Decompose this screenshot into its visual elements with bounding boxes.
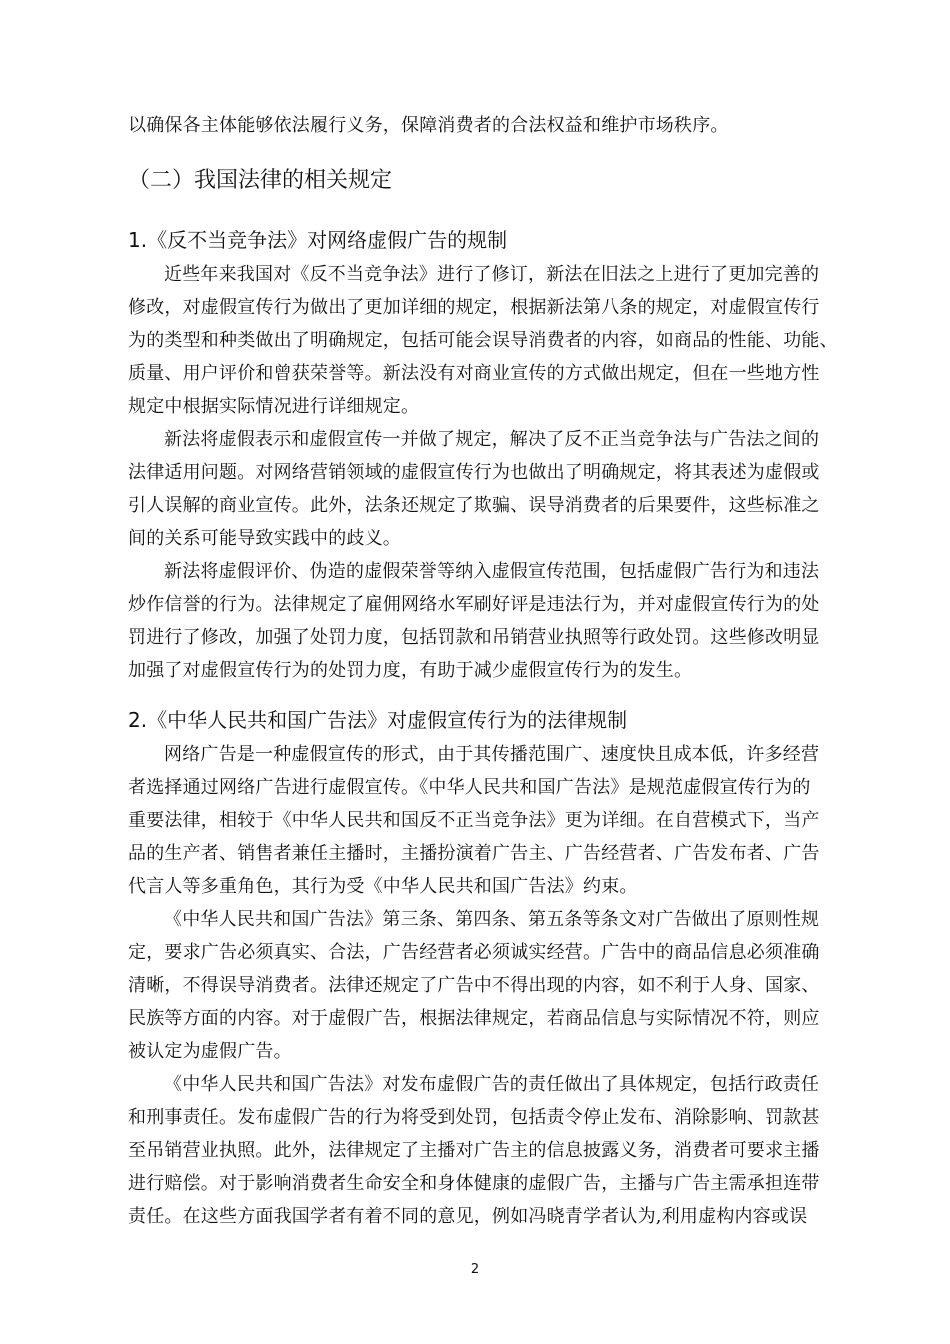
paragraph-line: 《中华人民共和国广告法》对发布虚假广告的责任做出了具体规定，包括行政责任	[164, 1074, 820, 1095]
paragraph-line: 质量、用户评价和曾获荣誉等。新法没有对商业宣传的方式做出规定，但在一些地方性	[128, 363, 820, 384]
paragraph-line: 和刑事责任。发布虚假广告的行为将受到处罚，包括责令停止发布、消除影响、罚款甚	[128, 1107, 820, 1128]
paragraph-line: 《中华人民共和国广告法》第三条、第四条、第五条等条文对广告做出了原则性规	[164, 909, 820, 930]
subsection-heading: 1.《反不当竞争法》对网络虚假广告的规制	[128, 228, 508, 252]
subsection-heading: 2.《中华人民共和国广告法》对虚假宣传行为的法律规制	[128, 708, 628, 732]
paragraph-line: 罚进行了修改，加强了处罚力度，包括罚款和吊销营业执照等行政处罚。这些修改明显	[128, 627, 820, 648]
paragraph-line: 网络广告是一种虚假宣传的形式，由于其传播范围广、速度快且成本低，许多经营	[164, 744, 820, 765]
paragraph-line: 至吊销营业执照。此外，法律规定了主播对广告主的信息披露义务，消费者可要求主播	[128, 1140, 820, 1161]
paragraph-line: 炒作信誉的行为。法律规定了雇佣网络水军刷好评是违法行为，并对虚假宣传行为的处	[128, 594, 820, 615]
paragraph-line: 者选择通过网络广告进行虚假宣传。《中华人民共和国广告法》是规范虚假宣传行为的	[128, 777, 811, 798]
paragraph-line: 为的类型和种类做出了明确规定，包括可能会误导消费者的内容，如商品的性能、功能、	[128, 330, 838, 351]
paragraph-line: 法律适用问题。对网络营销领域的虚假宣传行为也做出了明确规定，将其表述为虚假或	[128, 462, 820, 483]
paragraph-line: 以确保各主体能够依法履行义务，保障消费者的合法权益和维护市场秩序。	[128, 115, 729, 136]
paragraph-line: 重要法律，相较于《中华人民共和国反不正当竞争法》更为详细。在自营模式下，当产	[128, 810, 820, 831]
paragraph-line: 新法将虚假表示和虚假宣传一并做了规定，解决了反不正当竞争法与广告法之间的	[164, 429, 820, 450]
paragraph-line: 近些年来我国对《反不当竞争法》进行了修订，新法在旧法之上进行了更加完善的	[164, 264, 820, 285]
paragraph-line: 代言人等多重角色，其行为受《中华人民共和国广告法》约束。	[128, 876, 638, 897]
paragraph-line: 间的关系可能导致实践中的歧义。	[128, 528, 401, 549]
paragraph-line: 进行赔偿。对于影响消费者生命安全和身体健康的虚假广告，主播与广告主需承担连带	[128, 1173, 820, 1194]
paragraph-line: 加强了对虚假宣传行为的处罚力度，有助于减少虚假宣传行为的发生。	[128, 660, 693, 681]
paragraph-line: 被认定为虚假广告。	[128, 1041, 292, 1062]
paragraph-line: 引人误解的商业宣传。此外，法条还规定了欺骗、误导消费者的后果要件，这些标准之	[128, 495, 820, 516]
paragraph-line: 规定中根据实际情况进行详细规定。	[128, 396, 420, 417]
paragraph-line: 新法将虚假评价、伪造的虚假荣誉等纳入虚假宣传范围，包括虚假广告行为和违法	[164, 561, 820, 582]
paragraph-line: 修改，对虚假宣传行为做出了更加详细的规定，根据新法第八条的规定，对虚假宣传行	[128, 297, 820, 318]
paragraph-line: 清晰，不得误导消费者。法律还规定了广告中不得出现的内容，如不利于人身、国家、	[128, 975, 820, 996]
paragraph-line: 责任。在这些方面我国学者有着不同的意见，例如冯晓青学者认为,利用虚构内容或误	[128, 1206, 808, 1227]
paragraph-line: 定，要求广告必须真实、合法，广告经营者必须诚实经营。广告中的商品信息必须准确	[128, 942, 820, 963]
paragraph-line: 民族等方面的内容。对于虚假广告，根据法律规定，若商品信息与实际情况不符，则应	[128, 1008, 820, 1029]
section-heading: （二）我国法律的相关规定	[128, 168, 393, 193]
page-number: 2	[470, 1262, 480, 1277]
paragraph-line: 品的生产者、销售者兼任主播时，主播扮演着广告主、广告经营者、广告发布者、广告	[128, 843, 820, 864]
